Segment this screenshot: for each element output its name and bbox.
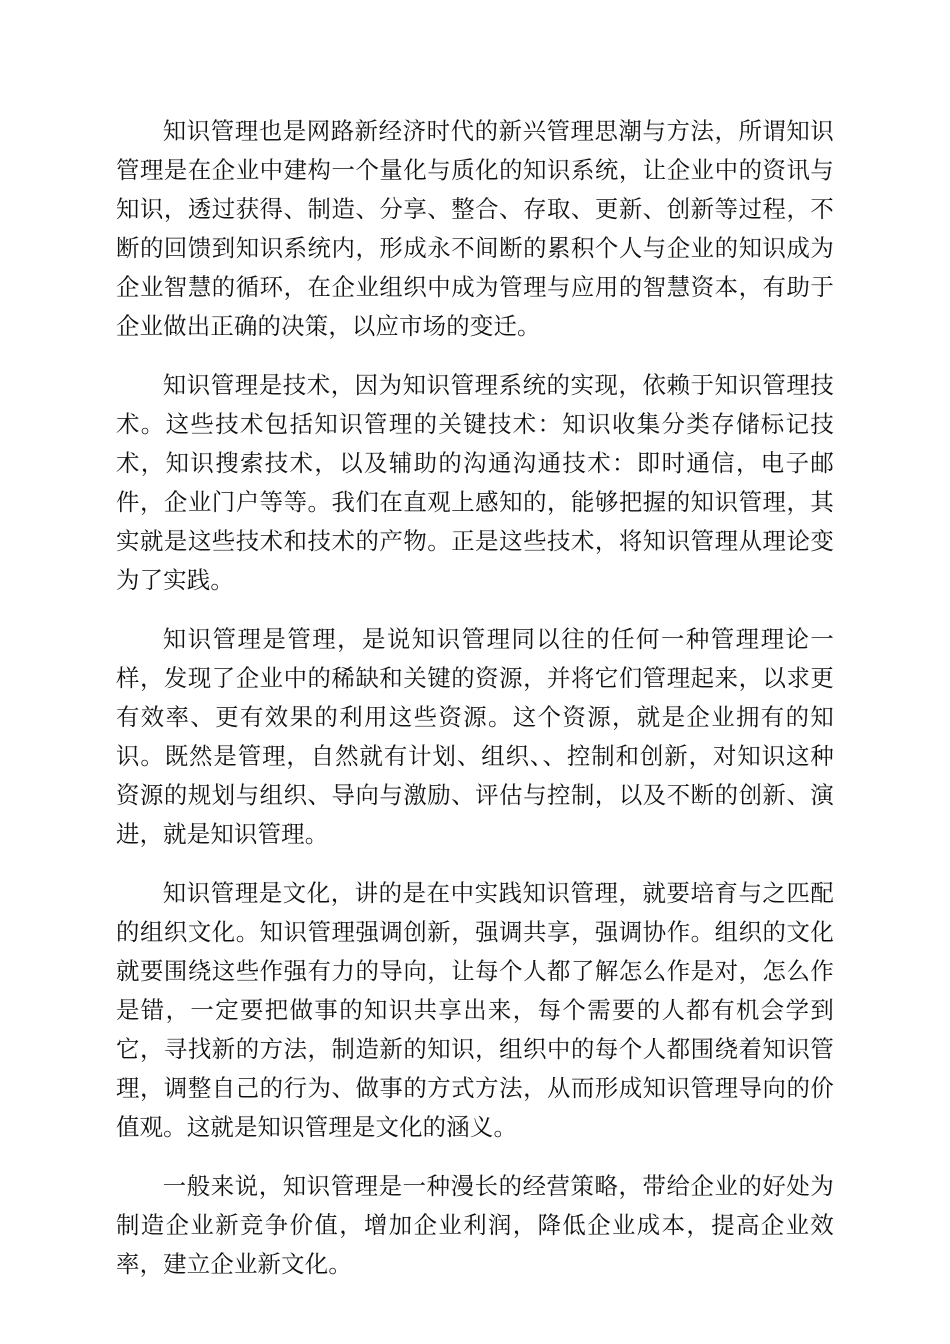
paragraph-1: 知识管理也是网路新经济时代的新兴管理思潮与方法，所谓知识管理是在企业中建构一个量化与质化的知识系统，让企业中的资讯与知识，透过获得、制造、分享、整合、存取、更新、创新等过程，不断的回馈到知识系统内，形成永不间断的累积个人与企业的知识成为企业智慧的循环，在企业组织中成为管理与应用的智慧资本，有助于企业做出正确的决策，以应市场的变迁。 bbox=[116, 117, 834, 340]
paragraph-2: 知识管理是技术，因为知识管理系统的实现，依赖于知识管理技术。这些技术包括知识管理的关键技术：知识收集分类存储标记技术，知识搜索技术，以及辅助的沟通沟通技术：即时通信，电子邮件，企业门户等等。我们在直观上感知的，能够把握的知识管理，其实就是这些技术和技术的产物。正是这些技术，将知识管理从理论变为了实践。 bbox=[116, 371, 834, 594]
document-body bbox=[116, 112, 834, 1304]
paragraph-3: 知识管理是管理，是说知识管理同以往的任何一种管理理论一样，发现了企业中的稀缺和关键的资源，并将它们管理起来，以求更有效率、更有效果的利用这些资源。这个资源，就是企业拥有的知识。既然是管理，自然就有计划、组织、、控制和创新，对知识这种资源的规划与组织、导向与激励、评估与控制，以及不断的创新、演进，就是知识管理。 bbox=[116, 625, 834, 848]
paragraph-4: 知识管理是文化，讲的是在中实践知识管理，就要培育与之匹配的组织文化。知识管理强调创新，强调共享，强调协作。组织的文化就要围绕这些作强有力的导向，让每个人都了解怎么作是对，怎么作是错，一定要把做事的知识共享出来，每个需要的人都有机会学到它，寻找新的方法，制造新的知识，组织中的每个人都围绕着知识管理，调整自己的行为、做事的方式方法，从而形成知识管理导向的价值观。这就是知识管理是文化的涵义。 bbox=[116, 879, 834, 1141]
paragraph-5: 一般来说，知识管理是一种漫长的经营策略，带给企业的好处为制造企业新竞争价值，增加企业利润，降低企业成本，提高企业效率，建立企业新文化。 bbox=[116, 1172, 834, 1278]
